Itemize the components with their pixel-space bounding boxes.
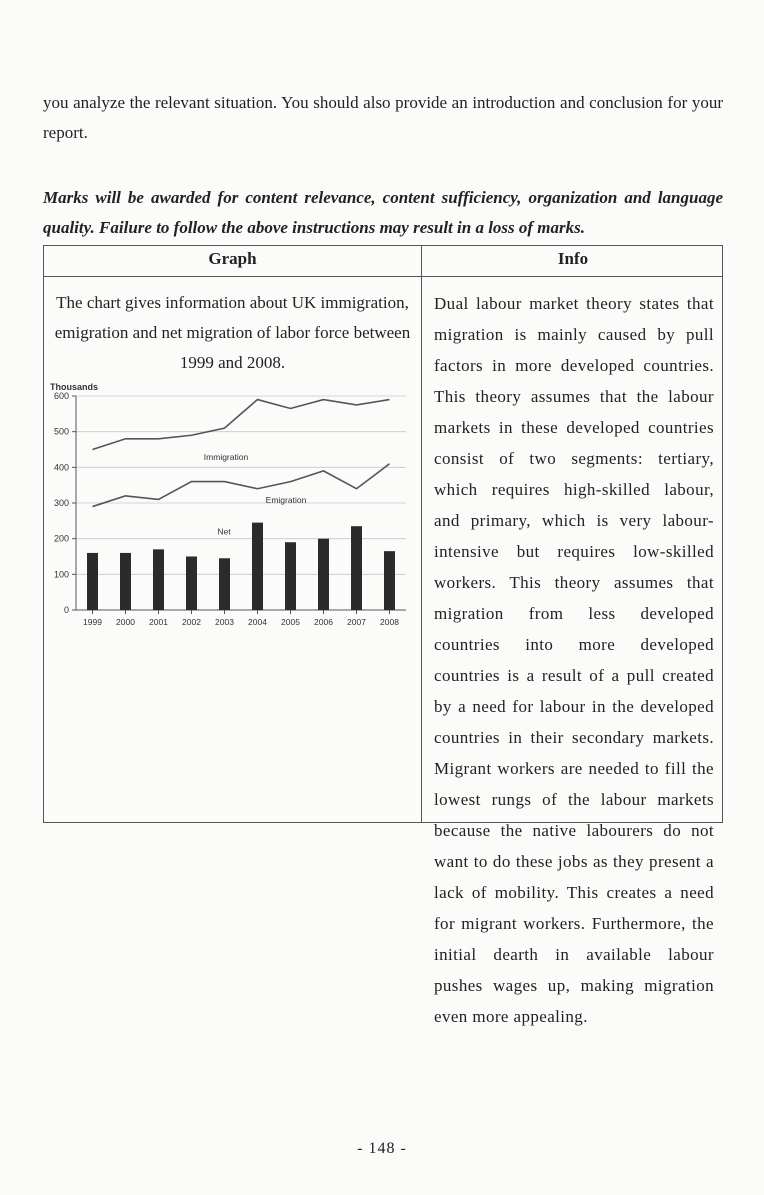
- x-tick-label: 2001: [149, 617, 168, 627]
- migration-chart: [48, 380, 418, 635]
- net-bar: [285, 542, 296, 610]
- y-axis-label: Thousands: [50, 382, 99, 392]
- header-rule: [44, 276, 722, 277]
- net-bar: [384, 551, 395, 610]
- x-tick-label: 2007: [347, 617, 366, 627]
- x-tick-label: 2005: [281, 617, 300, 627]
- graph-description: The chart gives information about UK immigration, emigration and net migration of labor force between 1999 and 2008.: [54, 293, 411, 372]
- y-tick-label: 400: [53, 462, 69, 473]
- immigration-label: Immigration: [203, 452, 249, 463]
- net-bar: [153, 549, 164, 610]
- x-tick-label: 2008: [380, 617, 399, 627]
- net-label: Net: [217, 526, 231, 537]
- y-tick-label: 600: [53, 391, 69, 401]
- net-bar: [120, 553, 131, 610]
- net-bar: [252, 523, 263, 610]
- immigration-line: [93, 400, 390, 450]
- net-bar: [219, 558, 230, 610]
- y-tick-label: 100: [53, 569, 69, 580]
- net-bar: [186, 557, 197, 611]
- emigration-line: [93, 464, 390, 507]
- x-tick-label: 2006: [314, 617, 333, 627]
- net-bar: [318, 539, 329, 610]
- marking-notice: Marks will be awarded for content relevance, content sufficiency, organization and language quality. Failure to follow the above instructions may result in a loss of marks.: [43, 188, 723, 237]
- x-tick-label: 1999: [83, 617, 102, 627]
- graph-header: Graph: [208, 249, 257, 268]
- column-divider: [421, 246, 422, 822]
- y-tick-label: 0: [63, 605, 69, 615]
- x-tick-label: 2004: [248, 617, 267, 627]
- net-bar: [351, 526, 362, 610]
- intro-paragraph: you analyze the relevant situation. You should also provide an introduction and conclusion for your report.: [43, 93, 723, 142]
- x-tick-label: 2002: [182, 617, 201, 627]
- emigration-label: Emigration: [265, 495, 307, 505]
- y-tick-label: 500: [53, 426, 69, 437]
- info-paragraph: Dual labour market theory states that migration is mainly caused by pull factors in more developed countries. This theory assumes that the labour markets in these developed countries consist of two segments: tertiary, which requires high-skilled labour, and primary, which is very labour-intensive but requires low-skilled workers. This theory assumes that migration from less developed countries into more developed countries is a result of a pull created by a need for labour in the developed countries in their secondary markets. Migrant workers are needed to fill the lowest rungs of the labour markets because the native labourers do not want to do these jobs as they present a lack of mobility. This creates a need for migrant workers. Furthermore, the initial dearth in available labour pushes wages up, making migration even more appealing.: [434, 294, 714, 1026]
- net-bar: [87, 553, 98, 610]
- info-header: Info: [557, 249, 589, 268]
- y-tick-label: 300: [53, 498, 69, 508]
- y-tick-label: 200: [53, 533, 69, 544]
- x-tick-label: 2000: [116, 617, 135, 627]
- x-tick-label: 2003: [215, 617, 234, 627]
- page-number: - 148 -: [357, 1140, 407, 1157]
